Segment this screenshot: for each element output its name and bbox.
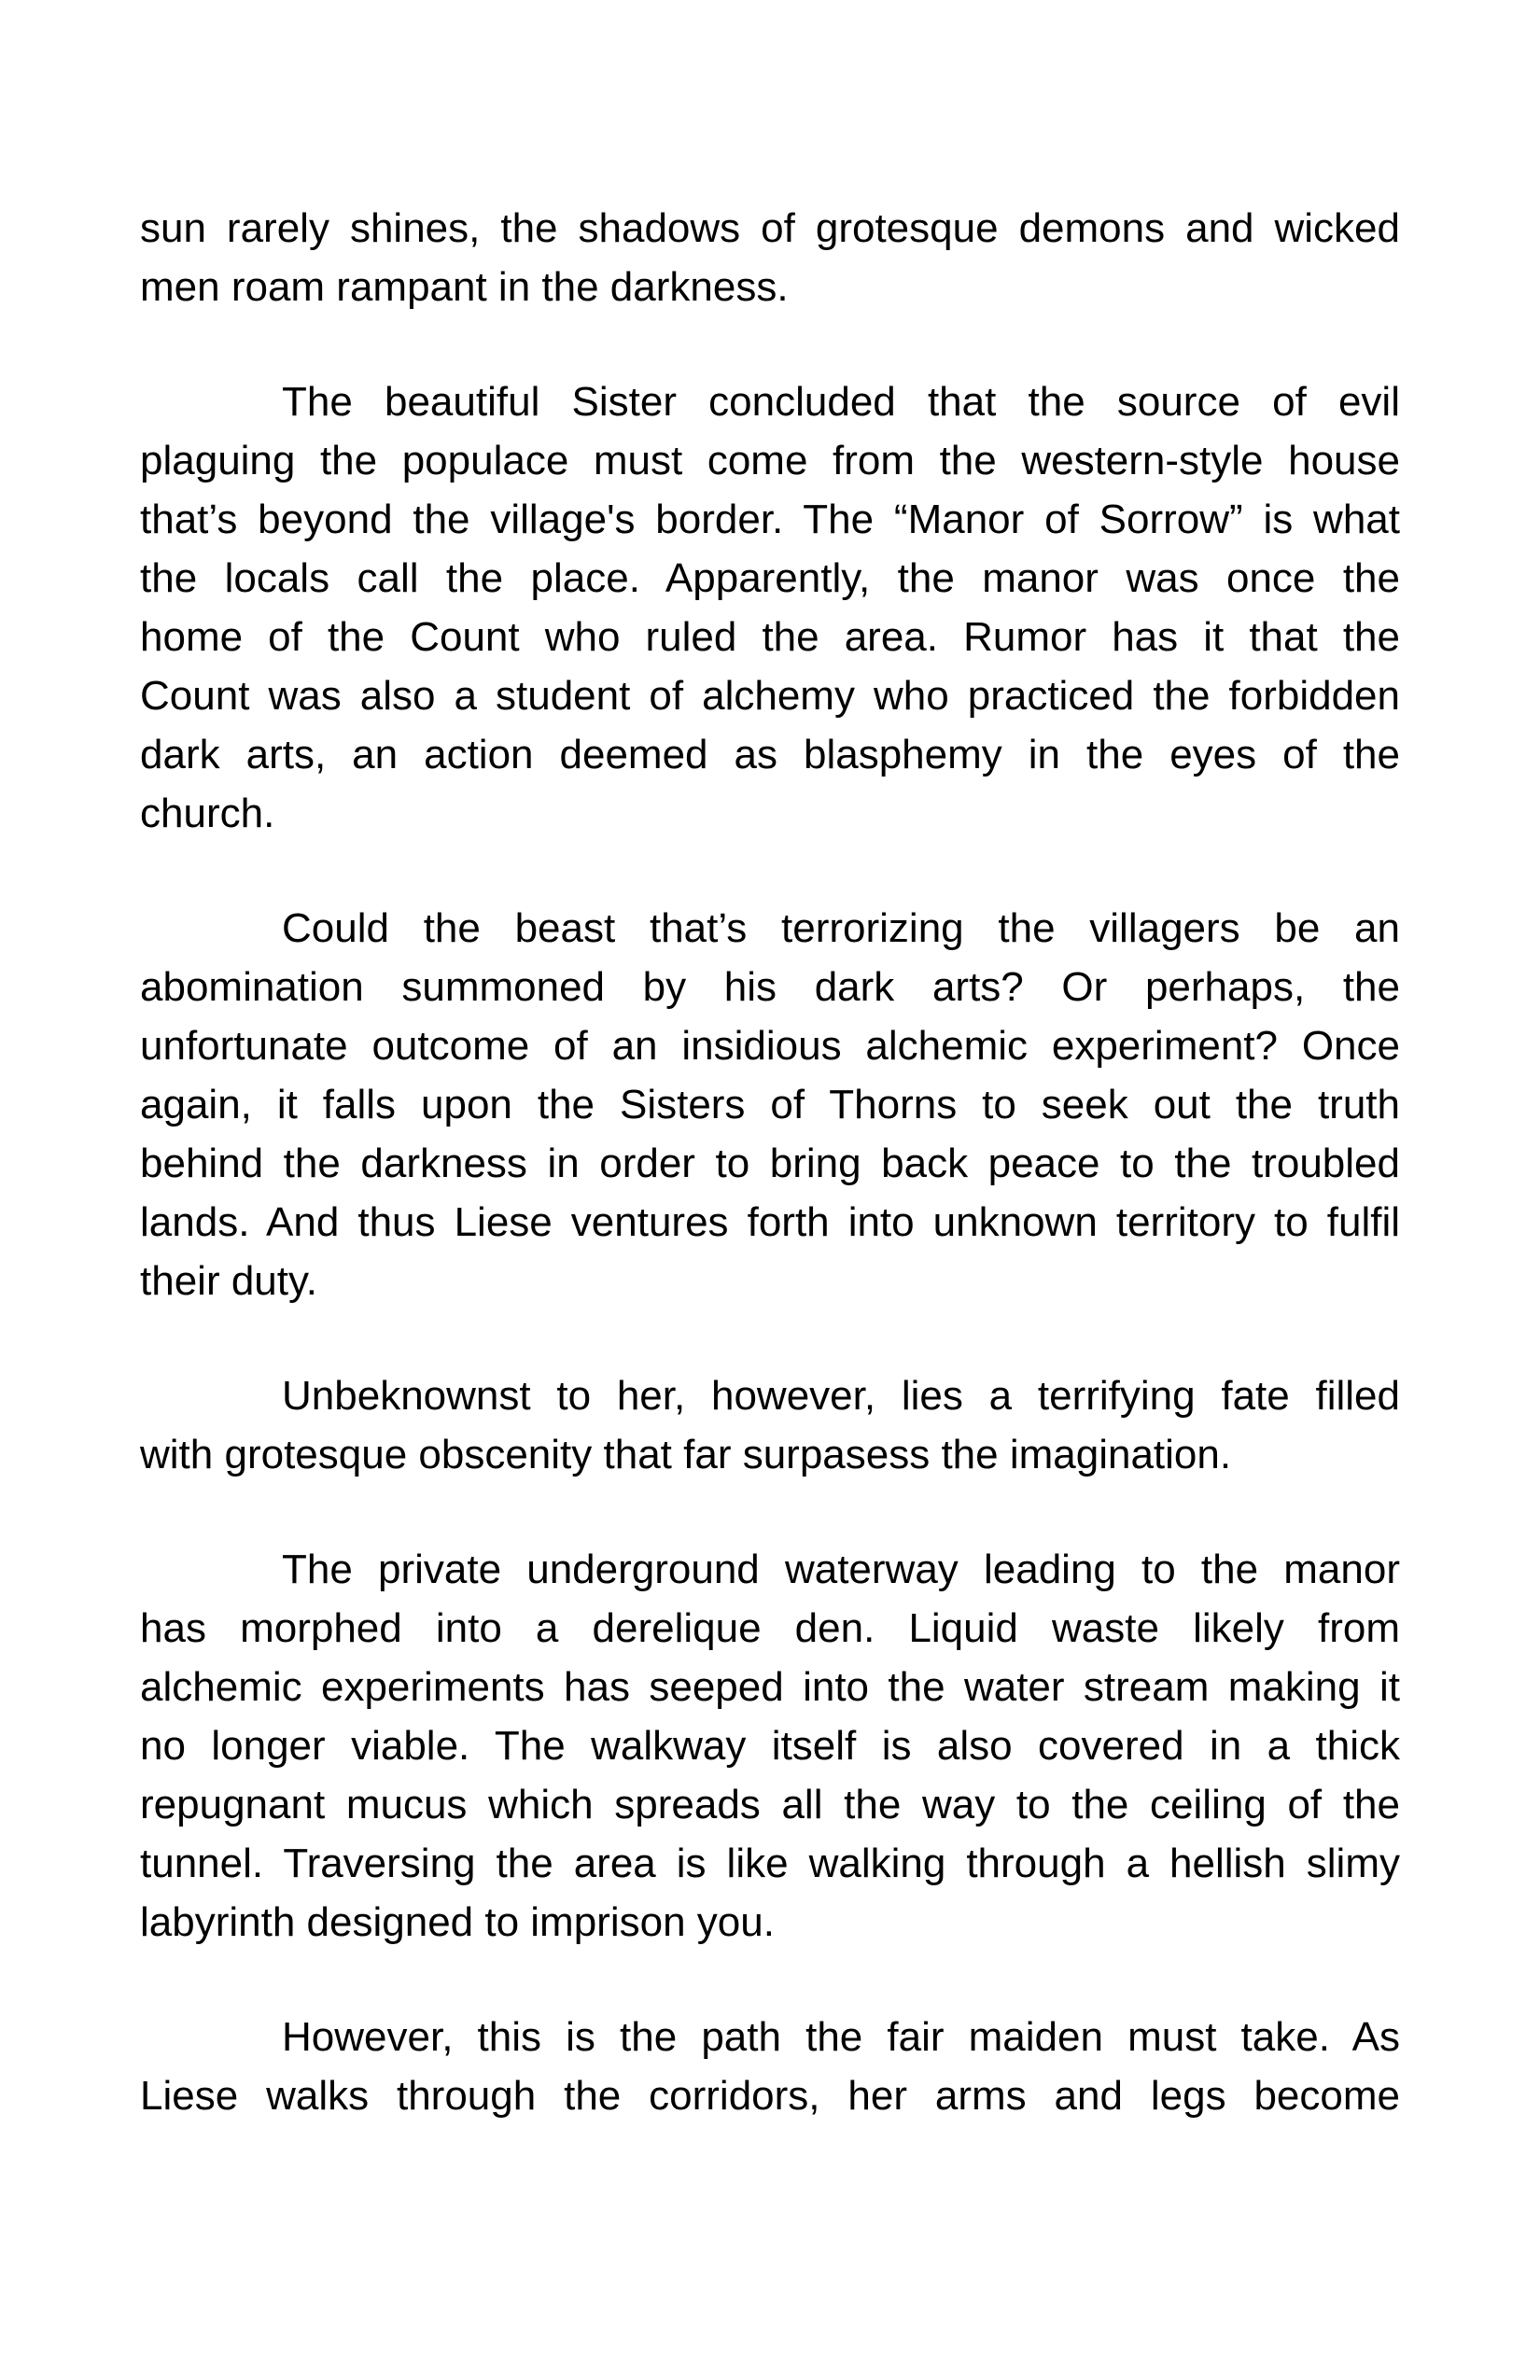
text-line: dark arts, an action deemed as blasphemy in the eyes of the bbox=[140, 732, 1400, 777]
text-line: home of the Count who ruled the area. Rumor has it that the bbox=[140, 614, 1400, 660]
text-line: their duty. bbox=[140, 1258, 317, 1304]
text-line: behind the darkness in order to bring back peace to the troubled bbox=[140, 1141, 1400, 1186]
text-line: men roam rampant in the darkness. bbox=[140, 264, 789, 310]
paragraph bbox=[140, 2008, 1400, 2125]
text-line: The beautiful Sister concluded that the source of evil bbox=[282, 379, 1400, 425]
text-line: sun rarely shines, the shadows of grotesque demons and wicked bbox=[140, 205, 1400, 251]
text-line: However, this is the path the fair maiden must take. As bbox=[282, 2014, 1400, 2060]
text-line: labyrinth designed to imprison you. bbox=[140, 1899, 775, 1945]
paragraph bbox=[140, 899, 1400, 1310]
text-line: Unbeknownst to her, however, lies a terrifying fate filled bbox=[282, 1373, 1400, 1419]
paragraph bbox=[140, 372, 1400, 843]
text-line: unfortunate outcome of an insidious alchemic experiment? Once bbox=[140, 1023, 1400, 1069]
text-line: Could the beast that’s terrorizing the villagers be an bbox=[282, 905, 1400, 951]
text-line: alchemic experiments has seeped into the water stream making it bbox=[140, 1664, 1400, 1710]
text-line: The private underground waterway leading to the manor bbox=[282, 1547, 1400, 1592]
paragraph bbox=[140, 199, 1400, 316]
text-line: Liese walks through the corridors, her arms and legs become bbox=[140, 2073, 1400, 2119]
text-line: no longer viable. The walkway itself is also covered in a thick bbox=[140, 1723, 1400, 1769]
text-line: plaguing the populace must come from the western-style house bbox=[140, 438, 1400, 483]
text-line: has morphed into a derelique den. Liquid waste likely from bbox=[140, 1605, 1400, 1651]
text-line: lands. And thus Liese ventures forth into unknown territory to fulfil bbox=[140, 1199, 1400, 1245]
text-line: with grotesque obscenity that far surpasess the imagination. bbox=[140, 1432, 1232, 1477]
text-line: abomination summoned by his dark arts? Or perhaps, the bbox=[140, 964, 1400, 1010]
paragraph bbox=[140, 1366, 1400, 1484]
text-line: the locals call the place. Apparently, the manor was once the bbox=[140, 555, 1400, 601]
text-block bbox=[140, 199, 1400, 2181]
text-line: again, it falls upon the Sisters of Thorns to seek out the truth bbox=[140, 1082, 1400, 1127]
paragraph bbox=[140, 1540, 1400, 1952]
text-line: repugnant mucus which spreads all the way to the ceiling of the bbox=[140, 1782, 1400, 1827]
text-line: Count was also a student of alchemy who practiced the forbidden bbox=[140, 673, 1400, 719]
text-line: tunnel. Traversing the area is like walking through a hellish slimy bbox=[140, 1841, 1400, 1886]
text-line: that’s beyond the village's border. The “Manor of Sorrow” is what bbox=[140, 497, 1400, 542]
text-line: church. bbox=[140, 791, 275, 836]
